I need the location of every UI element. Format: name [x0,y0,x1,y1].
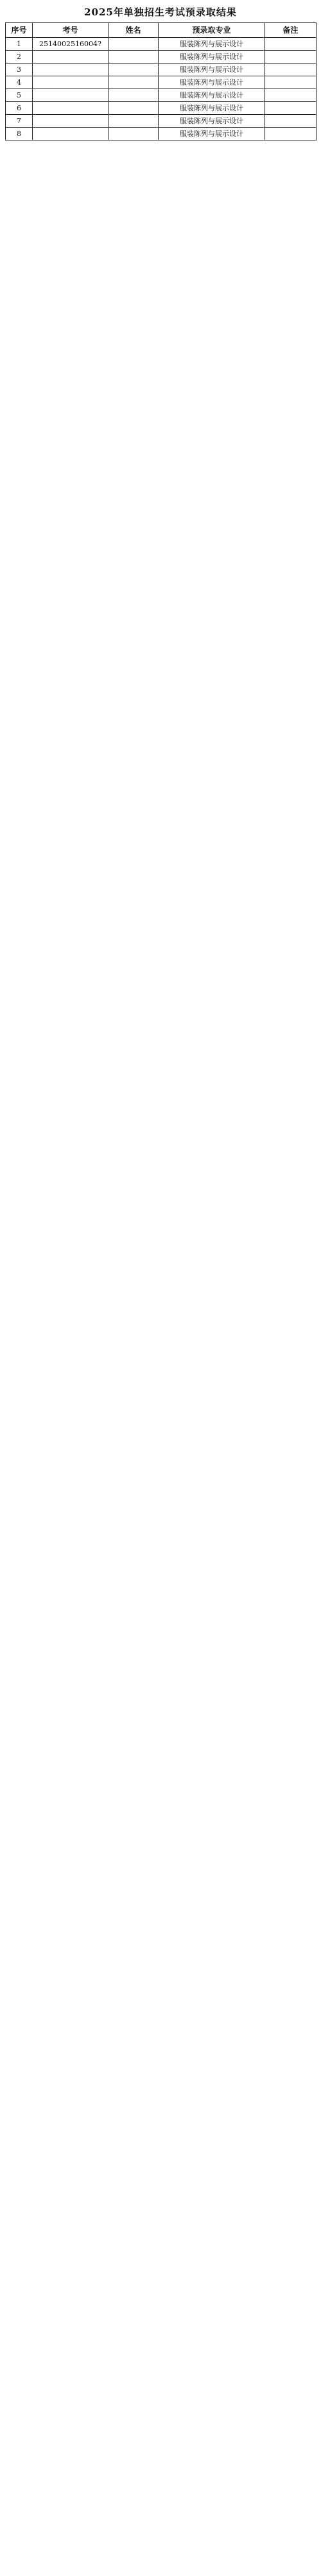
table-row [6,76,317,89]
cell-name [108,64,159,76]
table-row [6,128,317,140]
cell-major: 服装陈列与展示设计 [159,64,265,76]
cell-note [265,128,317,140]
table-row [6,38,317,51]
cell-no: 7 [6,115,33,128]
cell-major: 服装陈列与展示设计 [159,38,265,51]
page [0,0,321,147]
table-row [6,102,317,115]
cell-note [265,51,317,64]
cell-major: 服装陈列与展示设计 [159,102,265,115]
cell-exam-id [33,76,108,89]
cell-note [265,76,317,89]
column-header-exam-id: 考号 [33,23,108,38]
table-row [6,64,317,76]
cell-major: 服装陈列与展示设计 [159,89,265,102]
table-header-row [6,23,317,38]
cell-major: 服装陈列与展示设计 [159,51,265,64]
cell-no: 5 [6,89,33,102]
column-header-no: 序号 [6,23,33,38]
cell-no: 3 [6,64,33,76]
cell-exam-id [33,102,108,115]
table-row [6,89,317,102]
cell-major: 服装陈列与展示设计 [159,76,265,89]
cell-exam-id [33,64,108,76]
cell-major: 服装陈列与展示设计 [159,115,265,128]
cell-exam-id [33,51,108,64]
cell-note [265,64,317,76]
cell-exam-id [33,128,108,140]
cell-no: 4 [6,76,33,89]
results-table [5,22,317,140]
cell-no: 8 [6,128,33,140]
cell-note [265,89,317,102]
cell-name [108,51,159,64]
cell-major: 服装陈列与展示设计 [159,128,265,140]
table-row [6,115,317,128]
document-title: 2025年单独招生考试预录取结果 [84,6,237,18]
cell-no: 6 [6,102,33,115]
cell-exam-id [33,115,108,128]
cell-name [108,38,159,51]
cell-note [265,102,317,115]
cell-name [108,128,159,140]
column-header-note: 备注 [265,23,317,38]
cell-note [265,38,317,51]
column-header-name: 姓名 [108,23,159,38]
cell-exam-id: 2514002516004? [33,38,108,51]
cell-no: 2 [6,51,33,64]
column-header-major: 预录取专业 [159,23,265,38]
cell-note [265,115,317,128]
cell-exam-id [33,89,108,102]
cell-name [108,76,159,89]
table-body [6,38,317,140]
cell-name [108,89,159,102]
cell-name [108,102,159,115]
cell-no: 1 [6,38,33,51]
cell-name [108,115,159,128]
table-row [6,51,317,64]
